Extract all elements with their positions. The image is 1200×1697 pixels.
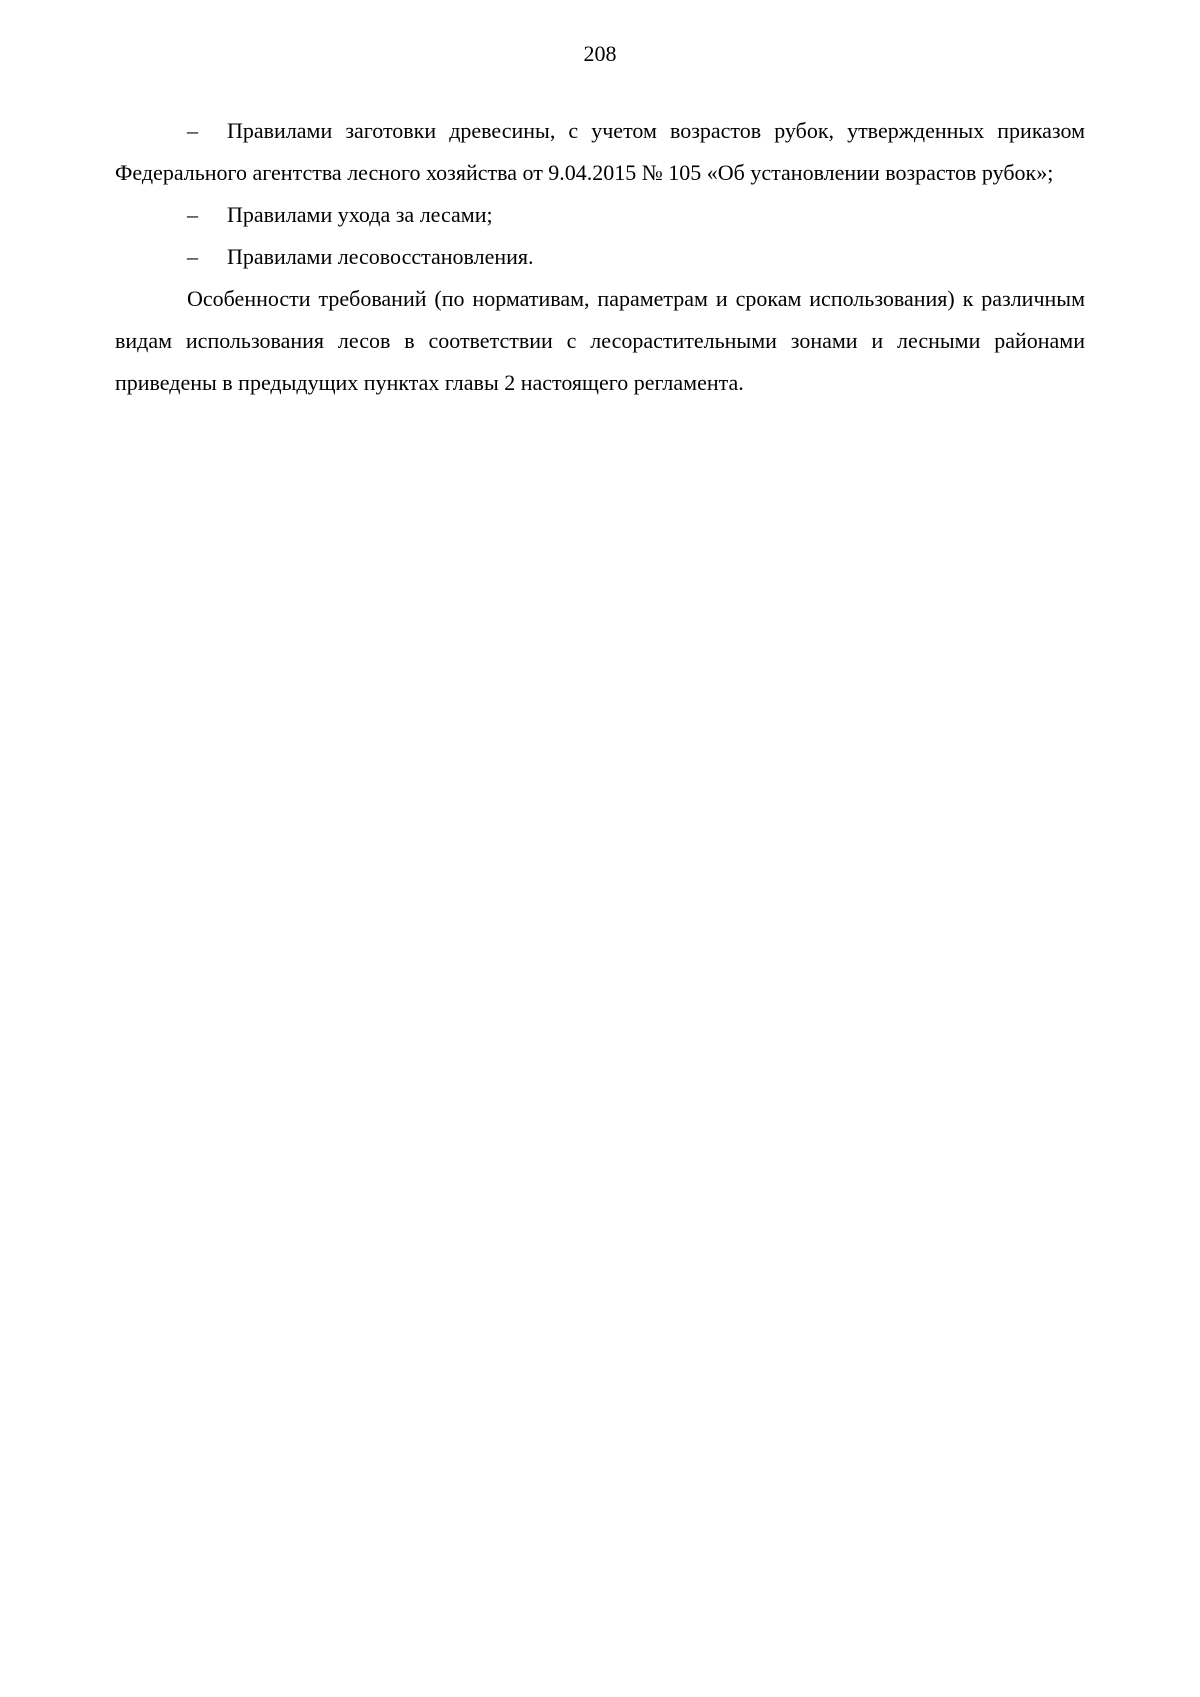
list-item: [115, 110, 1085, 194]
list-dash-marker: –: [187, 244, 198, 269]
list-item: [115, 194, 1085, 236]
list-dash-marker: –: [187, 202, 198, 227]
list-item-text: Правилами ухода за лесами;: [227, 202, 493, 227]
page-number: 208: [583, 41, 617, 66]
list-item: [115, 236, 1085, 278]
page-content: [115, 110, 1085, 404]
list-item-text: Правилами заготовки древесины, с учетом возрастов рубок, утвержденных приказом Федерального агентства лесного хозяйства от 9.04.2015 № 105 «Об установлении возрастов рубок»;: [115, 118, 1085, 185]
list-dash-marker: –: [187, 118, 198, 143]
body-paragraph: Особенности требований (по нормативам, параметрам и срокам использования) к различным видам использования лесов в соответствии с лесорастительными зонами и лесными районами приведены в предыдущих пунктах главы 2 настоящего регламента.: [115, 286, 1085, 395]
list-item-text: Правилами лесовосстановления.: [227, 244, 534, 269]
